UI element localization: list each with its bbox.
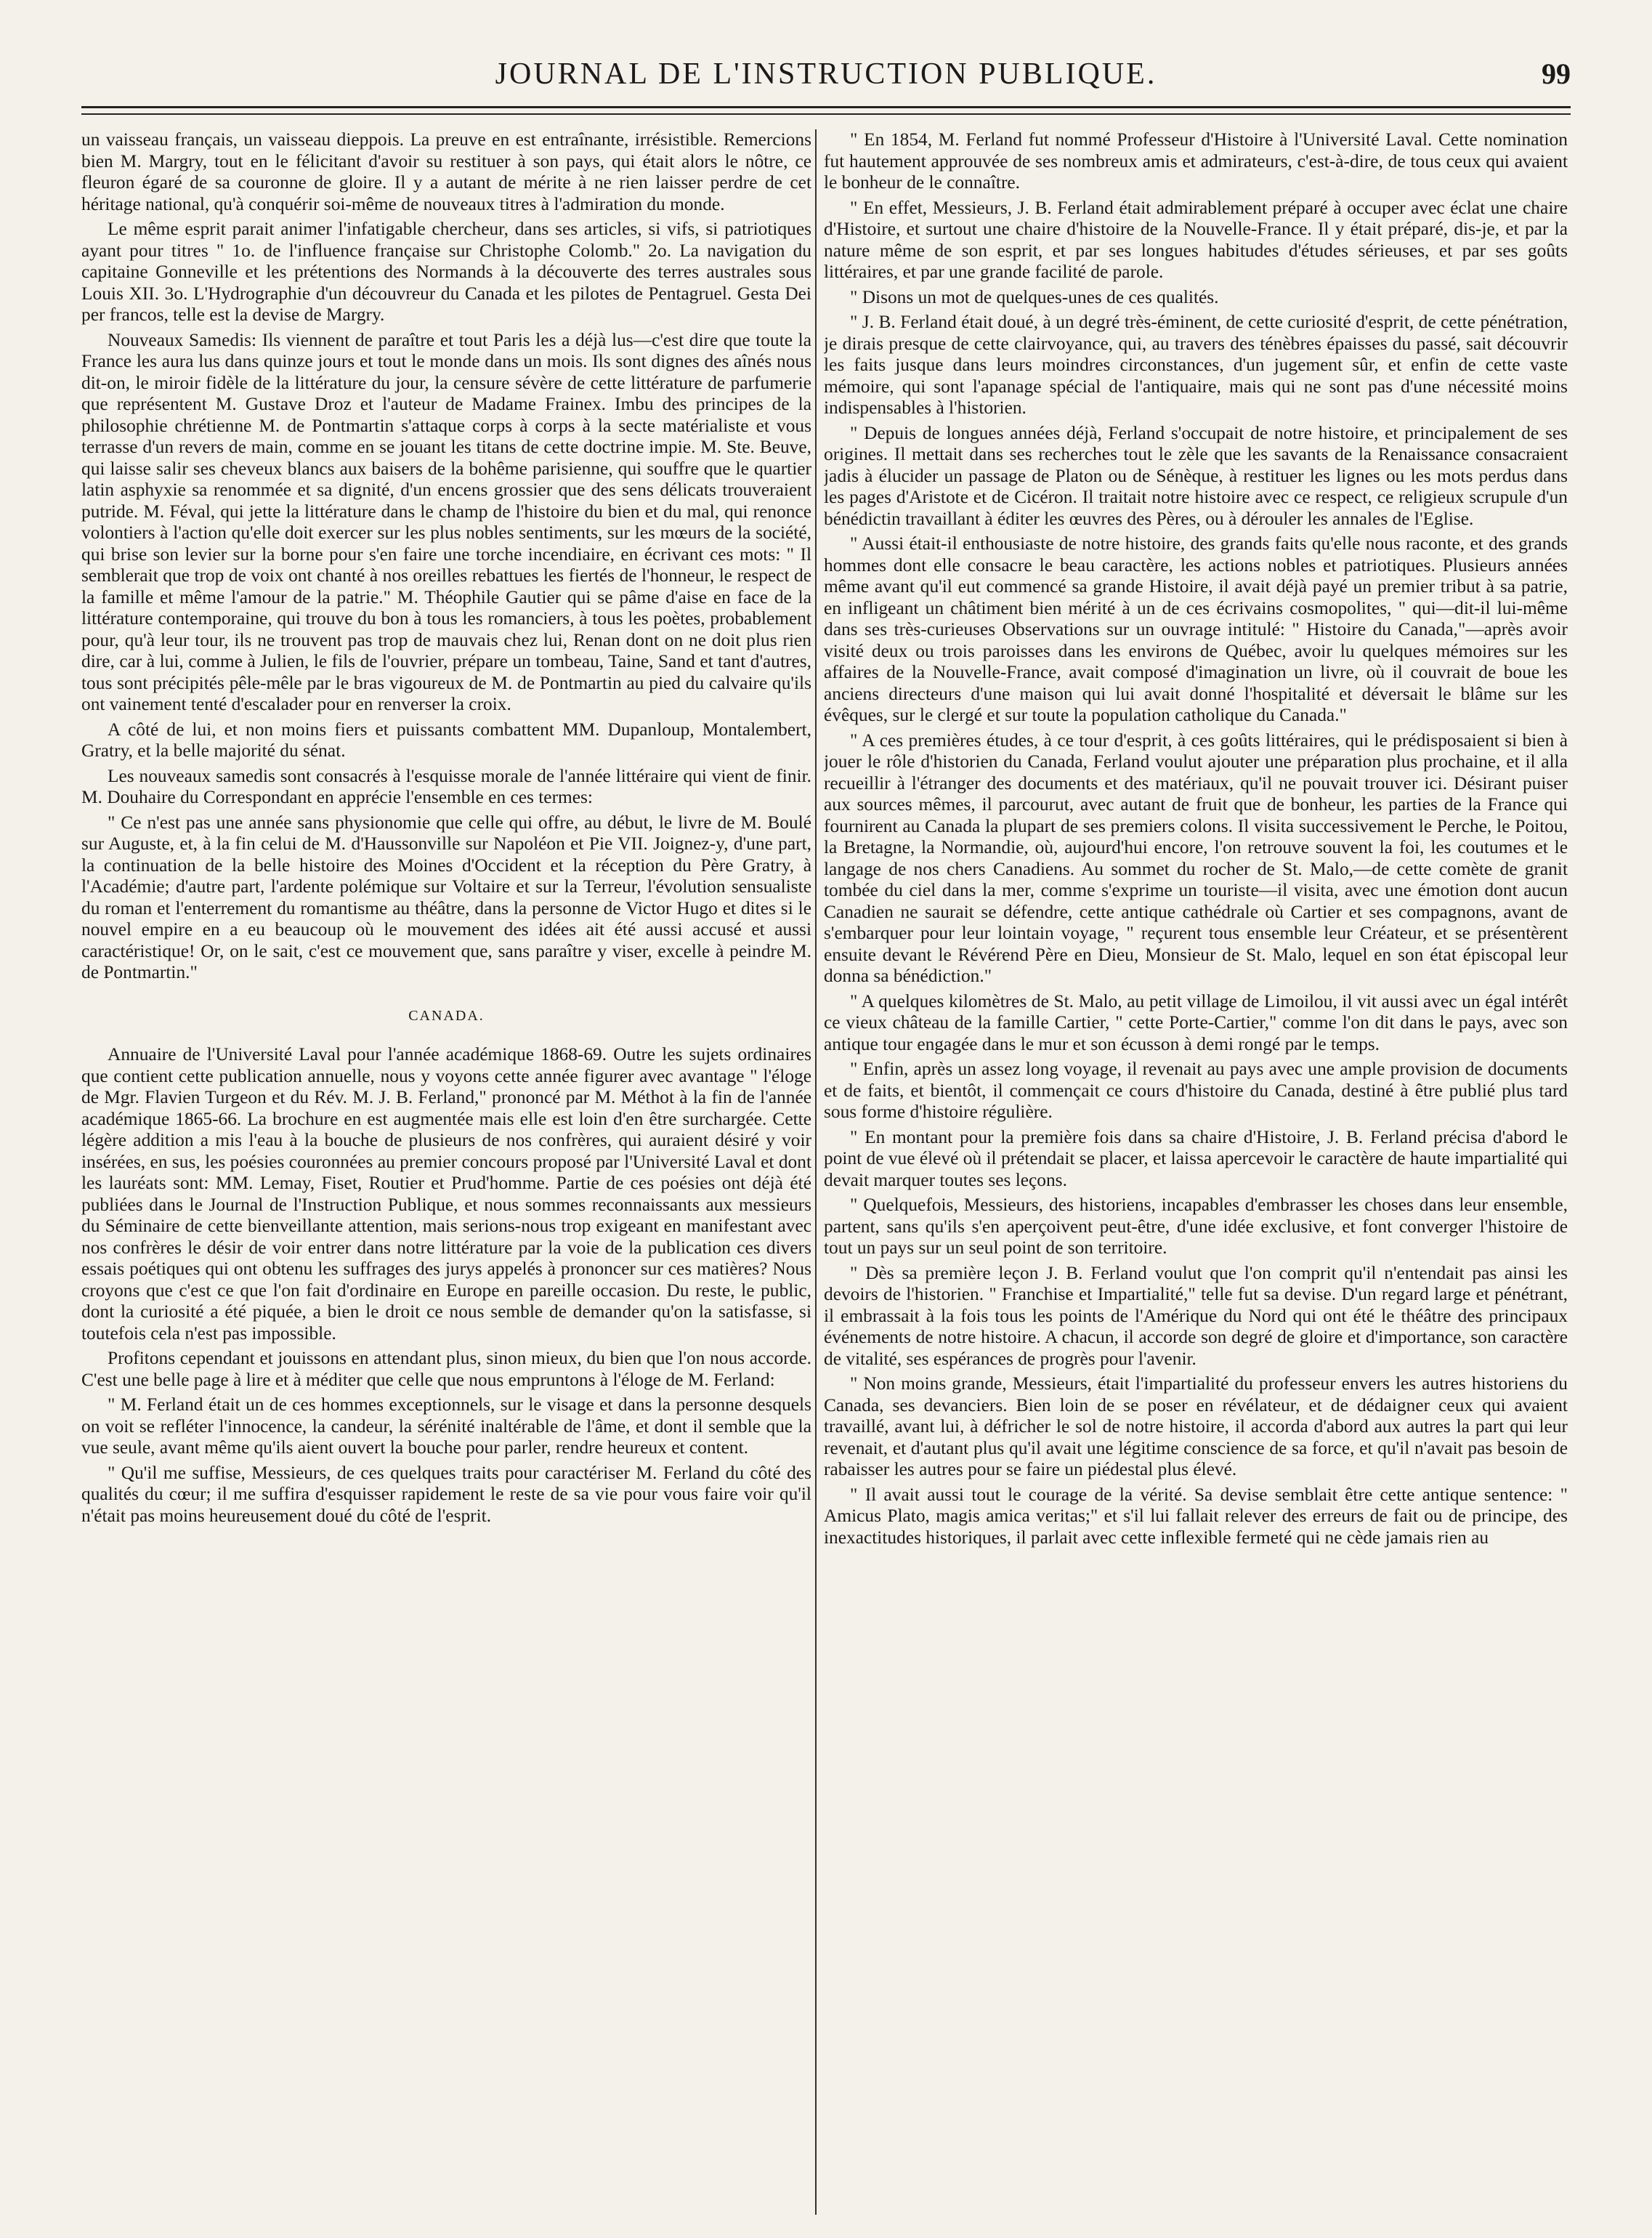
column-divider <box>815 129 817 2215</box>
left-column <box>81 129 811 2215</box>
quote-paragraph: " Qu'il me suffise, Messieurs, de ces quelques traits pour caractériser M. Ferland du côté des qualités du cœur; il me suffira d'esquisser rapidement le reste de sa vie pour vous faire voir qu'il n'était pas moins heureusement doué du côté de l'esprit. <box>81 1462 811 1526</box>
paragraph: Profitons cependant et jouissons en attendant plus, sinon mieux, du bien que l'on nous accorde. C'est une belle page à lire et à méditer que celle que nous empruntons à l'éloge de M. Ferland: <box>81 1348 811 1390</box>
paragraph: A côté de lui, et non moins fiers et puissants combattent MM. Dupanloup, Montalembert, Gratry, et la belle majorité du sénat. <box>81 719 811 761</box>
paragraph: " J. B. Ferland était doué, à un degré très-éminent, de cette curiosité d'esprit, de cette pénétration, je dirais presque de cette clairvoyance, qui, au travers des ténèbres épaisses du passé, sait découvrir les faits jusque dans leurs moindres circonstances, d'un jugement sûr, et enfin de cette vaste mémoire, qui sont l'apanage spécial de l'antiquaire, mais qui ne sont pas d'une nécessité moins indispensables à l'historien. <box>824 312 1568 418</box>
paragraph: " Non moins grande, Messieurs, était l'impartialité du professeur envers les autres historiens du Canada, ses devanciers. Bien loin de se poser en révélateur, et de dédaigner ceux qui avaient travaillé, avant lui, à défricher le sol de notre histoire, il accorda d'abord aux autres la part qui leur revenait, et d'autant plus qu'il avait une légitime conscience de sa force, et qu'il n'avait pas besoin de rabaisser les autres pour se faire un piédestal plus élevé. <box>824 1373 1568 1479</box>
paragraph: " En effet, Messieurs, J. B. Ferland était admirablement préparé à occuper avec éclat une chaire d'Histoire, et surtout une chaire d'histoire de la Nouvelle-France. Il y était préparé, dis-je, et par la nature même de son esprit, et par ses longues habitudes d'études sérieuses, et par ses goûts littéraires, et par une grande facilité de parole. <box>824 197 1568 282</box>
paragraph: " A quelques kilomètres de St. Malo, au petit village de Limoilou, il vit aussi avec un égal intérêt ce vieux château de la famille Cartier, " cette Porte-Cartier," comme l'on dit dans le pays, avec son antique tour engagée dans le mur et son écusson à demi rongé par le temps. <box>824 990 1568 1054</box>
paragraph: " Il avait aussi tout le courage de la vérité. Sa devise semblait être cette antique sentence: " Amicus Plato, magis amica veritas;" et s'il lui fallait relever des erreurs de fait ou de principe, des inexactitudes historiques, il parlait avec cette inflexible fermeté qui ne cède jamais rien au <box>824 1484 1568 1548</box>
paragraph: Annuaire de l'Université Laval pour l'année académique 1868-69. Outre les sujets ordinaires que contient cette publication annuelle, nous y voyons cette année figurer avec avantage " l'éloge de Mgr. Flavien Turgeon et du Rév. M. J. B. Ferland," prononcé par M. Méthot à la fin de l'année académique 1865-66. La brochure en est augmentée mais elle est loin d'en être surchargée. Cette légère addition a mis l'eau à la bouche de plusieurs de nos confrères, qui auraient désiré y voir insérées, en sus, les poésies couronnées au premier concours proposé par l'Université Laval et dont les lauréats sont: MM. Lemay, Fiset, Routier et Prud'homme. Partie de ces poésies ont déjà été publiées dans le Journal de l'Instruction Publique, et nous sommes reconnaissants aux messieurs du Séminaire de cette bienveillante attention, mais serions-nous trop exigeant en manifestant avec nos confrères le désir de voir entrer dans notre littérature par la voie de la publication ces divers essais poétiques qui ont obtenu les suffrages des jurys appelés à prononcer sur ces matières? Nous croyons que c'est ce que l'on fait d'ordinaire en Europe en pareille occasion. Du reste, le public, dont la curiosité a été piquée, a bien le droit ce nous semble de demander qu'on la satisfasse, si toutefois cela n'est pas impossible. <box>81 1044 811 1344</box>
quote-paragraph: " M. Ferland était un de ces hommes exceptionnels, sur le visage et dans la personne desquels on voit se refléter l'innocence, la candeur, la sérénité inaltérable de l'âme, et dont il semble que la vue seule, avant même qu'ils aient ouvert la bouche pour parler, rendre heureux et content. <box>81 1394 811 1458</box>
header-rule-thin <box>81 113 1571 115</box>
paragraph: " En 1854, M. Ferland fut nommé Professeur d'Histoire à l'Université Laval. Cette nomination fut hautement approuvée de ses nombreux amis et admirateurs, c'est-à-dire, de tous ceux qui avaient le bonheur de le connaître. <box>824 129 1568 193</box>
paragraph: " Quelquefois, Messieurs, des historiens, incapables d'embrasser les choses dans leur ensemble, partent, sans qu'ils s'en aperçoivent peut-être, d'une idée exclusive, et font converger l'histoire de tout un pays sur un seul point de son territoire. <box>824 1195 1568 1258</box>
section-heading-canada: CANADA. <box>408 1007 485 1024</box>
paragraph: " Enfin, après un assez long voyage, il revenait au pays avec une ample provision de documents et de faits, et bientôt, il commençait ce cours d'histoire du Canada, destiné à être publié plus tard sous forme d'histoire régulière. <box>824 1059 1568 1122</box>
journal-title: JOURNAL DE L'INSTRUCTION PUBLIQUE. <box>495 57 1157 91</box>
quote-paragraph: " Ce n'est pas une année sans physionomie que celle qui offre, au début, le livre de M. Boulé sur Auguste, et, à la fin celui de M. d'Haussonville sur Napoléon et Pie VII. Joignez-y, d'une part, la continuation de la belle histoire des Moines d'Occident et la réception du Père Gratry, à l'Académie; d'autre part, l'ardente polémique sur Voltaire et sur la Terreur, l'évolution sensualiste du roman et l'enterrement du romantisme au théâtre, dans la personne de Victor Hugo et dites si le nouvel empire en a eu beaucoup où le mouvement des idées ait été aussi accusé et aussi caractéristique! Or, on le sait, c'est ce mouvement que, sans paraître y viser, excelle à peindre M. de Pontmartin." <box>81 812 811 982</box>
paragraph: un vaisseau français, un vaisseau dieppois. La preuve en est entraînante, irrésistible. Remercions bien M. Margry, tout en le félicitant d'avoir su restituer à son pays, qui était alors le nôtre, ce fleuron égaré de sa couronne de gloire. Il y a autant de mérite à ne rien laisser perdre de cet héritage national, qu'à conquérir soi-même de nouveaux titres à l'admiration du monde. <box>81 129 811 214</box>
paragraph: Le même esprit parait animer l'infatigable chercheur, dans ses articles, si vifs, si patriotiques ayant pour titres " 1o. de l'influence française sur Christophe Colomb." 2o. La navigation du capitaine Gonneville et les prétentions des Normands à la découverte des terres australes sous Louis XII. 3o. L'Hydrographie d'un découvreur du Canada et les pilotes de Pentagruel. Gesta Dei per francos, telle est la devise de Margry. <box>81 219 811 325</box>
paragraph: " Disons un mot de quelques-unes de ces qualités. <box>850 286 1219 307</box>
paragraph: " A ces premières études, à ce tour d'esprit, à ces goûts littéraires, qui le prédisposaient si bien à jouer le rôle d'historien du Canada, Ferland voulut ajouter une préparation plus prochaine, et il alla recueillir à l'étranger des documents et des matériaux, qu'il ne pouvait trouver ici. Désirant puiser aux sources mêmes, il parcourut, avec autant de fruit que de bonheur, les parties de la France qui fournirent au Canada la plupart de ses premiers colons. Il visita successivement le Perche, le Poitou, la Bretagne, la Normandie, où, aujourd'hui encore, l'on retrouve souvent la foi, les coutumes et le langage de nos chers Canadiens. Au sommet du rocher de St. Malo,—de cette comète de granit tombée du ciel dans la mer, comme s'exprime un touriste—il visita, avec une émotion dont aucun Canadien ne saurait se défendre, cette antique cathédrale où Cartier et ses compagnons, avant de s'embarquer pour leur lointain voyage, " reçurent tous ensemble leur Créateur, et se présentèrent ensuite devant le Révérend Père en Dieu, Monsieur de St. Malo, lequel en son état épiscopal leur donna sa bénédiction." <box>824 730 1568 986</box>
header-rule-thick <box>81 106 1571 108</box>
paragraph: " Aussi était-il enthousiaste de notre histoire, des grands faits qu'elle nous raconte, et des grands hommes dont elle consacre le beau caractère, les actions nobles et patriotiques. Plusieurs années même avant qu'il eut commencé sa grande Histoire, il avait déjà payé un premier tribut à sa patrie, en infligeant un châtiment bien mérité à un de ces écrivains cosmopolites, " qui—dit-il lui-même dans ses très-curieuses Observations sur un ouvrage intitulé: " Histoire du Canada,"—après avoir visité deux ou trois paroisses dans les environs de Québec, avoir lu quelques mémoires sur les affaires de la Nouvelle-France, avait composé d'imagination un livre, où il couvrait de boue les anciens directeurs d'une maison qui lui avait donné l'hospitalité et déversait le blâme sur les évêques, sur le clergé et sur toute la population catholique du Canada." <box>824 533 1568 725</box>
paragraph: " Dès sa première leçon J. B. Ferland voulut que l'on comprit qu'il n'entendait pas ainsi les devoirs de l'historien. " Franchise et Impartialité," telle fut sa devise. D'un regard large et pénétrant, il embrassait à la fois tous les points de l'Amérique du Nord qui ont été le théâtre des principaux événements de notre histoire. A chacun, il accorde son degré de gloire et d'importance, son caractère de vitalité, ses espérances de progrès pour l'avenir. <box>824 1262 1568 1369</box>
paragraph: Les nouveaux samedis sont consacrés à l'esquisse morale de l'année littéraire qui vient de finir. M. Douhaire du Correspondant en apprécie l'ensemble en ces termes: <box>81 765 811 807</box>
paragraph: Nouveaux Samedis: Ils viennent de paraître et tout Paris les a déjà lus—c'est dire que toute la France les aura lus dans quinze jours et tout le monde dans un mois. Ils sont dignes des aînés nous dit-on, le miroir fidèle de la littérature du jour, la censure sévère de cette littérature de parfumerie que représentent M. Gustave Droz et l'auteur de Madame Frainex. Imbu des principes de la philosophie chrétienne M. de Pontmartin s'attaque corps à corps à la secte matérialiste et vous terrasse d'un revers de main, comme en se jouant les titans de cette doctrine impie. M. Ste. Beuve, qui laisse salir ses cheveux blancs aux baisers de la bohême parisienne, qui souffre que le quartier latin asphyxie sa renommée et sa dignité, d'un encens grossier que des sens délicats trouveraient putride. M. Féval, qui jette la littérature dans le champ de l'histoire du bien et du mal, qui renonce volontiers à l'action qu'elle doit exercer sur les plus nobles sentiments, sur les mœurs de la société, qui brise son levier sur la borne pour s'en faire une torche incendiaire, en écrivant ces mots: " Il semblerait que trop de voix ont chanté à nos oreilles rebattues les fiertés de l'honneur, le respect de la famille et même l'amour de la patrie." M. Théophile Gautier qui se pâme d'aise en face de la littérature contemporaine, qui trouve du bon à tous les romanciers, à tous les poètes, probablement pour, qu'à leur tour, ils ne trouvent pas trop de mauvais chez lui, Renan dont on ne doit plus rien dire, car à lui, comme à Julien, le fils de l'ouvrier, prépare un tombeau, Taine, Sand et tant d'autres, tous sont précipités pêle-mêle par le bras vigoureux de M. de Pontmartin au pied du calvaire qu'ils ont vainement tenté d'escalader pour en renverser la croix. <box>81 329 811 714</box>
page-header <box>81 57 1571 100</box>
paragraph: " Depuis de longues années déjà, Ferland s'occupait de notre histoire, et principalement de ses origines. Il mettait dans ses recherches tout le zèle que les savants de la Renaissance consacraient jadis à élucider un passage de Platon ou de Sénèque, à restituer les lignes ou les mots perdus dans les pages d'Aristote et de Cicéron. Il traitait notre histoire avec ce respect, ce religieux scrupule d'un bénédictin travaillant à éditer les œuvres des Pères, ou à dérouler les annales de l'Eglise. <box>824 422 1568 529</box>
right-column <box>824 129 1568 2215</box>
page-number: 99 <box>1542 57 1571 90</box>
paragraph: " En montant pour la première fois dans sa chaire d'Histoire, J. B. Ferland précisa d'abord le point de vue élevé où il prétendait se placer, et laissa apercevoir le caractère de haute impartialité qui devait marquer toutes ses leçons. <box>824 1126 1568 1190</box>
